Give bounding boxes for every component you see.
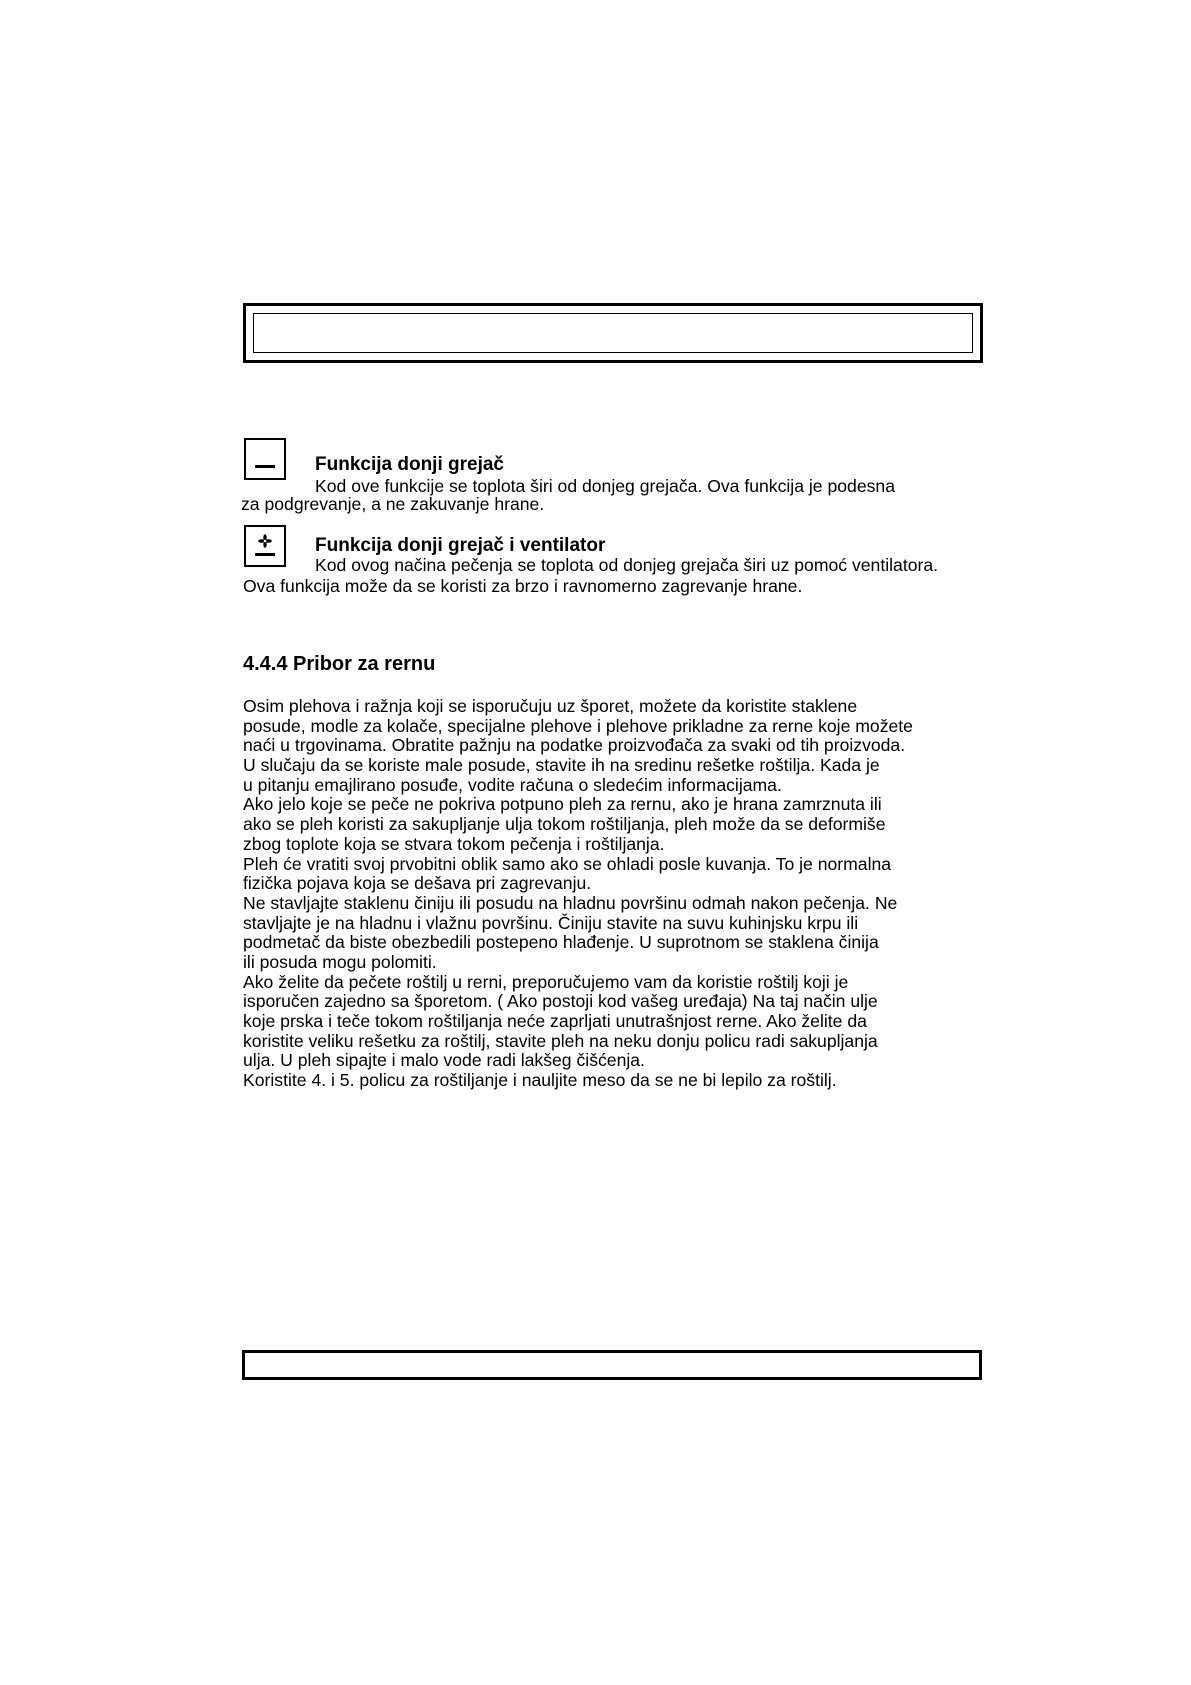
body-line: ili posuda mogu polomiti. <box>243 951 437 972</box>
header-box-inner <box>253 313 973 353</box>
bottom-heater-icon <box>244 438 286 480</box>
body-line: posude, modle za kolače, specijalne plehove i plehove prikladne za rerne koje možete <box>243 715 913 736</box>
header-box <box>243 303 983 363</box>
function-text-line: Kod ove funkcije se toplota širi od donjeg grejača. Ova funkcija je podesna <box>315 476 895 496</box>
function-title: Funkcija donji grejač i ventilator <box>315 535 606 556</box>
function-text-line: Ova funkcija može da se koristi za brzo i ravnomerno zagrevanje hrane. <box>243 576 803 596</box>
heater-bar <box>255 553 275 556</box>
body-line: koje prska i teče tokom roštiljanja neće zaprljati unutrašnjost rerne. Ako želite da <box>243 1011 867 1031</box>
footer-box <box>242 1350 982 1380</box>
function-title: Funkcija donji grejač <box>315 454 504 475</box>
body-line: fizička pojava koja se dešava pri zagrevanju. <box>243 873 592 894</box>
body-line: Pleh će vratiti svoj prvobitni oblik samo ako se ohladi posle kuvanja. To je normalna <box>243 853 892 874</box>
body-line: koristite veliku rešetku za roštilj, stavite pleh na neku donju policu radi sakupljanja <box>243 1030 878 1051</box>
heater-bar <box>255 465 275 468</box>
function-text-line: Kod ovog načina pečenja se toplota od donjeg grejača širi uz pomoć ventilatora. <box>315 555 939 575</box>
body-line: ako se pleh koristi za sakupljanje ulja tokom roštiljanja, pleh može da se deformiše <box>243 814 886 835</box>
body-line: naći u trgovinama. Obratite pažnju na podatke proizvođača za svaki od tih proizvoda. <box>243 735 906 756</box>
body-line: zbog toplote koja se stvara tokom pečenja i roštiljanja. <box>243 833 665 854</box>
body-line: Ako želite da pečete roštilj u rerni, preporučujemo vam da koristie roštilj koji je <box>243 971 849 992</box>
body-line: Koristite 4. i 5. policu za roštiljanje i nauljite meso da se ne bi lepilo za roštilj. <box>243 1070 837 1091</box>
body-line: Osim plehova i ražnja koji se isporučuju uz šporet, možete da koristite staklene <box>243 696 858 716</box>
body-line: Ne stavljajte staklenu činiju ili posudu na hladnu površinu odmah nakon pečenja. Ne <box>243 892 898 913</box>
section-body <box>243 697 988 1091</box>
fan-icon <box>258 534 272 548</box>
body-line: ulja. U pleh sipajte i malo vode radi lakšeg čišćenja. <box>243 1050 645 1071</box>
body-line: podmetač da biste obezbedili postepeno hlađenje. U suprotnom se staklena činija <box>243 932 879 953</box>
body-line: stavljajte je na hladnu i vlažnu površinu. Činiju stavite na suvu kuhinjsku krpu ili <box>243 912 859 933</box>
bottom-heater-fan-icon <box>244 525 286 567</box>
section-heading: 4.4.4 Pribor za rernu <box>243 653 436 675</box>
body-line: Ako jelo koje se peče ne pokriva potpuno pleh za rernu, ako je hrana zamrznuta ili <box>243 794 882 815</box>
body-line: U slučaju da se koriste male posude, stavite ih na sredinu rešetke roštilja. Kada je <box>243 755 880 776</box>
body-line: u pitanju emajlirano posuđe, vodite računa o sledećim informacijama. <box>243 774 782 795</box>
function-text-line: za podgrevanje, a ne zakuvanje hrane. <box>241 494 545 514</box>
body-line: isporučen zajedno sa šporetom. ( Ako postoji kod vašeg uređaja) Na taj način ulje <box>243 991 878 1012</box>
